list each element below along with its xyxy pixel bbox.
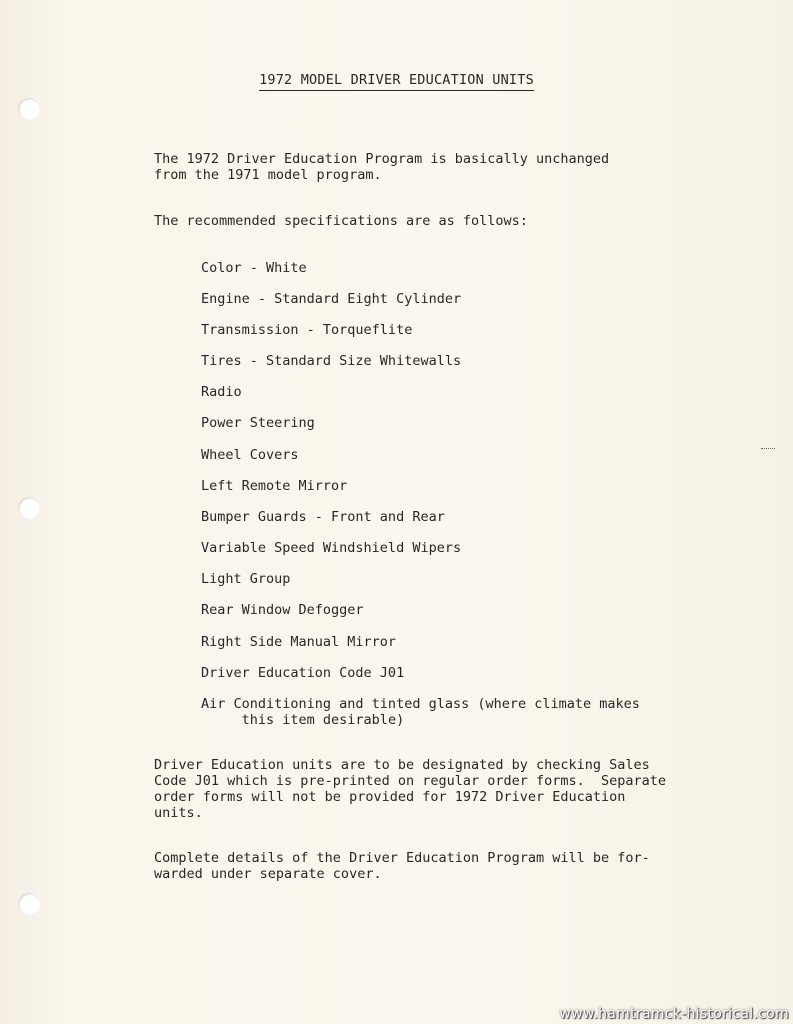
spec-item: Air Conditioning and tinted glass (where climate makes this item desirable)	[201, 696, 640, 728]
spec-item: Rear Window Defogger	[201, 602, 364, 618]
intro-paragraph: The 1972 Driver Education Program is basically unchanged from the 1971 model program.	[154, 151, 610, 183]
spec-item: Left Remote Mirror	[201, 478, 348, 494]
document-title	[0, 72, 793, 88]
spec-item: Right Side Manual Mirror	[201, 634, 397, 650]
designation-paragraph: Driver Education units are to be designated by checking Sales Code J01 which is pre-printed on regular order forms. Separate order forms will not be provided for 1972 Driver Education units.	[154, 757, 667, 821]
paper-mark	[761, 448, 775, 453]
punch-hole	[18, 893, 40, 915]
spec-item: Transmission - Torqueflite	[201, 322, 413, 338]
spec-item: Driver Education Code J01	[201, 665, 405, 681]
watermark: www.hamtramck-historical.com	[559, 1006, 789, 1022]
spec-item: Radio	[201, 384, 242, 400]
spec-item: Bumper Guards - Front and Rear	[201, 509, 445, 525]
spec-item: Tires - Standard Size Whitewalls	[201, 353, 462, 369]
spec-item: Wheel Covers	[201, 447, 299, 463]
closing-paragraph: Complete details of the Driver Education Program will be for- warded under separate cover.	[154, 850, 650, 882]
document-title-text: 1972 MODEL DRIVER EDUCATION UNITS	[259, 72, 534, 91]
spec-intro-paragraph: The recommended specifications are as follows:	[154, 213, 528, 229]
punch-hole	[18, 497, 40, 519]
spec-item: Engine - Standard Eight Cylinder	[201, 291, 462, 307]
spec-item: Light Group	[201, 571, 291, 587]
spec-item: Color - White	[201, 260, 307, 276]
spec-item: Variable Speed Windshield Wipers	[201, 540, 462, 556]
spec-item: Power Steering	[201, 415, 315, 431]
punch-hole	[18, 98, 40, 120]
